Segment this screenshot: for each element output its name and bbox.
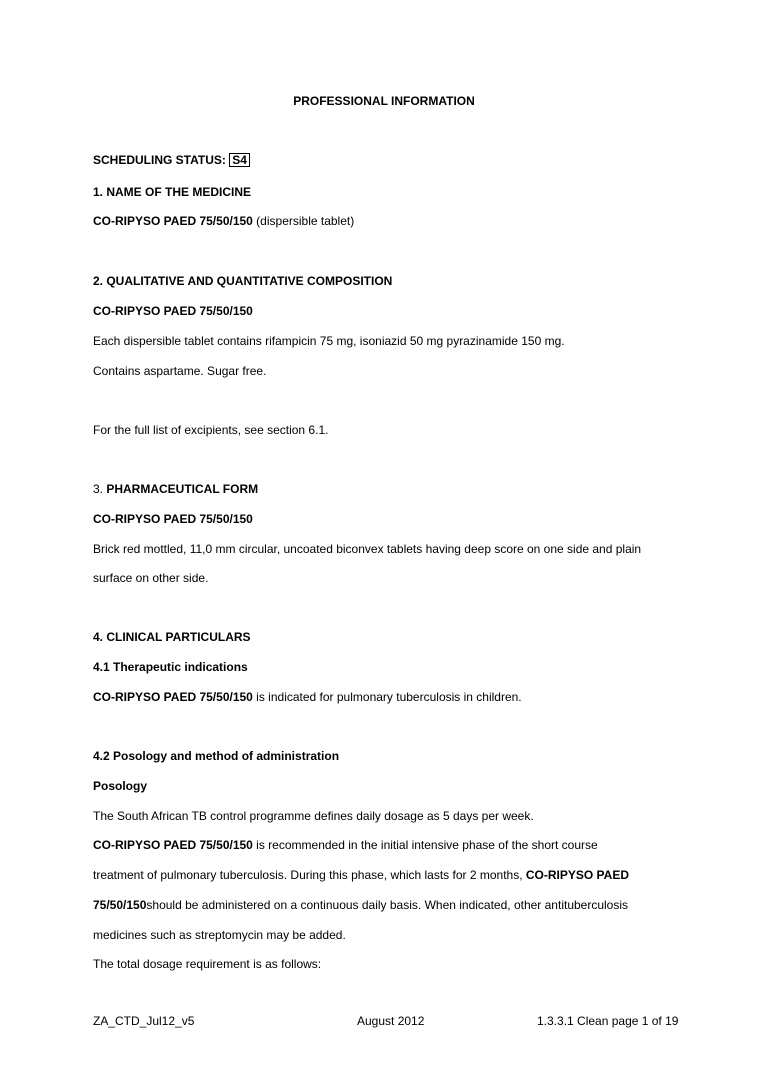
dosage-form: (dispersible tablet) — [252, 214, 355, 228]
section-4-1-heading: 4.1 Therapeutic indications — [93, 660, 248, 674]
dosage-requirement-text: The total dosage requirement is as follows: — [93, 957, 322, 971]
section-2-heading: 2. QUALITATIVE AND QUANTITATIVE COMPOSITION — [93, 274, 393, 288]
form-description-line-2: surface on other side. — [93, 571, 209, 585]
footer-page-number: 1.3.3.1 Clean page 1 of 19 — [537, 1014, 679, 1028]
indications-body: is indicated for pulmonary tuberculosis in children. — [252, 690, 522, 704]
posology-line-1: The South African TB control programme defines daily dosage as 5 days per week. — [93, 809, 534, 823]
posology-paragraph-line-4: medicines such as streptomycin may be added. — [93, 928, 346, 942]
posology-heading: Posology — [93, 779, 148, 793]
section-3-heading — [93, 482, 258, 496]
section-1-line — [93, 214, 354, 228]
section-3-number: 3. — [93, 482, 107, 496]
posology-text: should be administered on a continuous daily basis. When indicated, other antituberculosis — [146, 898, 629, 912]
product-name: 75/50/150 — [93, 898, 147, 912]
section-3-title: PHARMACEUTICAL FORM — [106, 482, 259, 496]
excipients-text: For the full list of excipients, see section 6.1. — [93, 423, 329, 437]
product-name: CO-RIPYSO PAED 75/50/150 — [93, 214, 253, 228]
product-name: CO-RIPYSO PAED — [525, 868, 629, 882]
section-4-heading: 4. CLINICAL PARTICULARS — [93, 630, 251, 644]
aspartame-text: Contains aspartame. Sugar free. — [93, 364, 267, 378]
product-name: CO-RIPYSO PAED 75/50/150 — [93, 838, 253, 852]
footer-date: August 2012 — [357, 1014, 425, 1028]
posology-paragraph-line-3 — [93, 898, 675, 912]
product-name: CO-RIPYSO PAED 75/50/150 — [93, 690, 253, 704]
scheduling-status — [93, 153, 250, 167]
scheduling-status-value: S4 — [229, 153, 250, 167]
indications-text — [93, 690, 522, 704]
section-1-heading: 1. NAME OF THE MEDICINE — [93, 185, 252, 199]
posology-paragraph-line-1 — [93, 838, 675, 852]
posology-text: treatment of pulmonary tuberculosis. During this phase, which lasts for 2 months, — [93, 868, 526, 882]
form-description-line-1: Brick red mottled, 11,0 mm circular, uncoated biconvex tablets having deep score on one side and plain — [93, 542, 642, 556]
page-title: PROFESSIONAL INFORMATION — [293, 94, 475, 108]
posology-text: is recommended in the initial intensive phase of the short course — [252, 838, 598, 852]
section-3-product: CO-RIPYSO PAED 75/50/150 — [93, 512, 253, 526]
footer-document-id: ZA_CTD_Jul12_v5 — [93, 1014, 195, 1028]
section-4-2-heading: 4.2 Posology and method of administration — [93, 749, 340, 763]
posology-paragraph-line-2 — [93, 868, 675, 882]
composition-text: Each dispersible tablet contains rifampicin 75 mg, isoniazid 50 mg pyrazinamide 150 mg. — [93, 334, 565, 348]
scheduling-status-label: SCHEDULING STATUS: — [93, 153, 226, 167]
section-2-product: CO-RIPYSO PAED 75/50/150 — [93, 304, 253, 318]
